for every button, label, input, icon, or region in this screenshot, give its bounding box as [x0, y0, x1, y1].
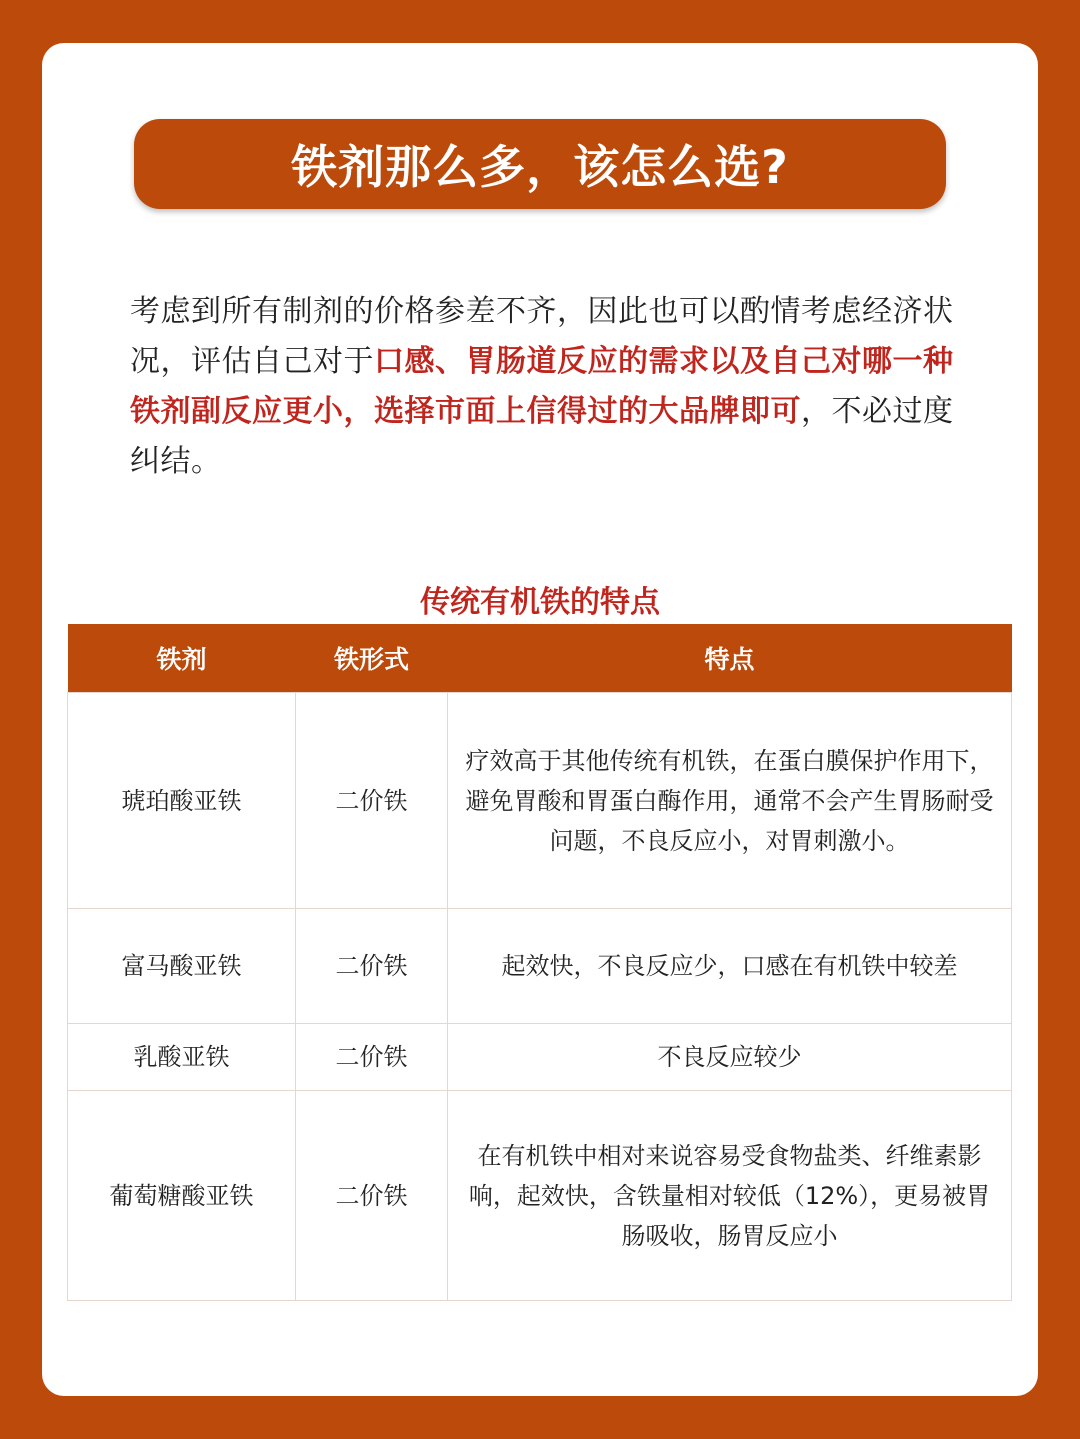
- cell-feature: 起效快，不良反应少，口感在有机铁中较差: [448, 909, 1012, 1024]
- cell-name: 琥珀酸亚铁: [68, 693, 296, 909]
- table-row: [68, 693, 1012, 909]
- cell-feature: 在有机铁中相对来说容易受食物盐类、纤维素影响，起效快，含铁量相对较低（12%），更易被胃肠吸收，肠胃反应小: [448, 1091, 1012, 1301]
- intro-paragraph: [130, 287, 960, 487]
- cell-feature: 疗效高于其他传统有机铁，在蛋白膜保护作用下，避免胃酸和胃蛋白酶作用，通常不会产生胃肠耐受问题，不良反应小，对胃刺激小。: [448, 693, 1012, 909]
- column-header-form: 铁形式: [296, 624, 448, 693]
- table-row: [68, 1091, 1012, 1301]
- table-caption: 传统有机铁的特点: [420, 585, 660, 620]
- content-card: [42, 43, 1038, 1396]
- cell-form: 二价铁: [296, 1024, 448, 1091]
- cell-name: 葡萄糖酸亚铁: [68, 1091, 296, 1301]
- table-row: [68, 909, 1012, 1024]
- cell-name: 富马酸亚铁: [68, 909, 296, 1024]
- cell-name: 乳酸亚铁: [68, 1024, 296, 1091]
- intro-highlight: 口感、胃肠道反应的需求以及自己对哪一种铁剂副反应更小，选择市面上信得过的大品牌即可: [130, 344, 954, 429]
- column-header-feature: 特点: [448, 624, 1012, 693]
- page-title: 铁剂那么多，该怎么选?: [291, 140, 789, 194]
- table-header-row: [68, 624, 1012, 693]
- cell-form: 二价铁: [296, 909, 448, 1024]
- iron-table: [67, 624, 1012, 1301]
- cell-form: 二价铁: [296, 1091, 448, 1301]
- intro-text: 考虑到所有制剂的价格参差不齐，因此也可以酌情考虑经济状况，评估自己对于: [130, 294, 954, 379]
- table-row: [68, 1024, 1012, 1091]
- cell-form: 二价铁: [296, 693, 448, 909]
- title-banner: [134, 119, 946, 209]
- column-header-name: 铁剂: [68, 624, 296, 693]
- intro-text-end: ，不必过度纠结。: [130, 394, 954, 479]
- cell-feature: 不良反应较少: [448, 1024, 1012, 1091]
